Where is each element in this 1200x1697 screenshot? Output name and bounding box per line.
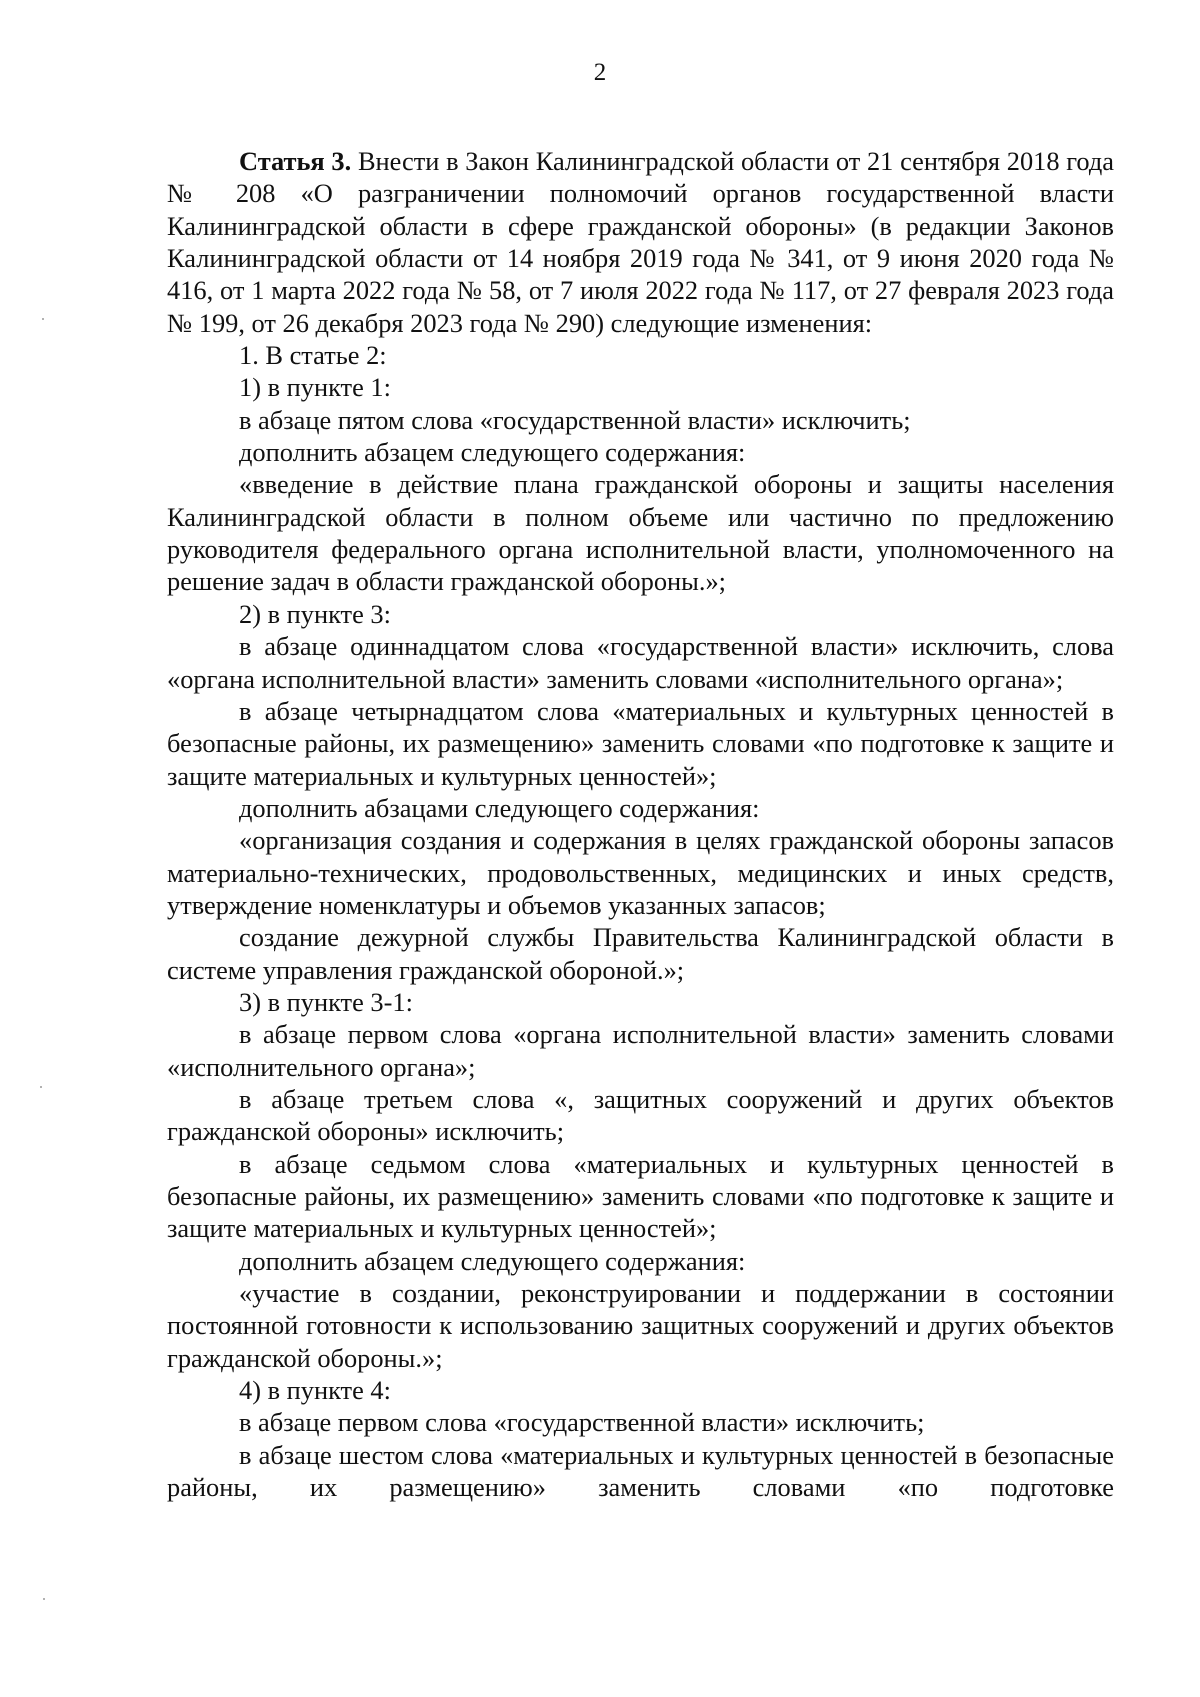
paragraph: дополнить абзацами следующего содержания: [239, 792, 760, 823]
scan-speck [42, 318, 44, 320]
quoted-paragraph: «введение в действие плана гражданской обороны и защиты населения Калининградской области в полном объеме или частично по предложению руководителя федерального органа исполнительной власти, уполномоченного на решение задач в области гражданской обороны.»; [167, 469, 1114, 597]
article-intro: Внести в Закон Калининградской области от 21 сентября 2018 года № 208 «О разграничении полномочий органов государственной власти Калининградской области в сфере гражданской обороны» (в редакции Законов Калининградской области от 14 ноября 2019 года № 341, от 9 июня 2020 года № 416, от 1 марта 2022 года № 58, от 7 июля 2022 года № 117, от 27 февраля 2023 года № 199, от 26 декабря 2023 года № 290) следующие изменения: [167, 146, 1114, 338]
list-item: 1. В статье 2: [239, 340, 387, 371]
paragraph: дополнить абзацем следующего содержания: [239, 437, 746, 468]
paragraph: в абзаце пятом слова «государственной власти» исключить; [239, 404, 911, 435]
quoted-paragraph: создание дежурной службы Правительства Калининградской области в системе управления гражданской обороной.»; [167, 922, 1114, 985]
page-number: 2 [593, 59, 607, 86]
list-item: 1) в пункте 1: [239, 372, 391, 403]
paragraph: в абзаце первом слова «государственной власти» исключить; [239, 1407, 925, 1438]
document-body [167, 145, 1114, 1503]
paragraph: дополнить абзацем следующего содержания: [239, 1245, 746, 1276]
paragraph: в абзаце одиннадцатом слова «государственной власти» исключить, слова «органа исполнительной власти» заменить словами «исполнительного органа»; [167, 631, 1114, 694]
article-label: Статья 3. [239, 146, 352, 176]
paragraph: в абзаце первом слова «органа исполнительной власти» заменить словами «исполнительного органа»; [167, 1019, 1114, 1082]
article-paragraph [167, 145, 1114, 339]
scan-speck [43, 1598, 45, 1600]
paragraph: в абзаце четырнадцатом слова «материальных и культурных ценностей в безопасные районы, их размещению» заменить словами «по подготовке к защите и защите материальных и культурных ценностей»; [167, 695, 1114, 791]
paragraph: в абзаце седьмом слова «материальных и культурных ценностей в безопасные районы, их размещению» заменить словами «по подготовке к защите и защите материальных и культурных ценностей»; [167, 1148, 1114, 1244]
paragraph: в абзаце шестом слова «материальных и культурных ценностей в безопасные районы, их размещению» заменить словами «по подготовке [167, 1439, 1114, 1503]
quoted-paragraph: «участие в создании, реконструировании и поддержании в состоянии постоянной готовности к использованию защитных сооружений и других объектов гражданской обороны.»; [167, 1278, 1114, 1373]
scan-speck [40, 1086, 42, 1088]
list-item: 4) в пункте 4: [239, 1375, 391, 1406]
list-item: 3) в пункте 3-1: [239, 986, 413, 1017]
paragraph: в абзаце третьем слова «, защитных сооружений и других объектов гражданской обороны» исключить; [167, 1083, 1114, 1147]
quoted-paragraph: «организация создания и содержания в целях гражданской обороны запасов материально-технических, продовольственных, медицинских и иных средств, утверждение номенклатуры и объемов указанных запасов; [167, 825, 1114, 920]
list-item: 2) в пункте 3: [239, 598, 391, 629]
